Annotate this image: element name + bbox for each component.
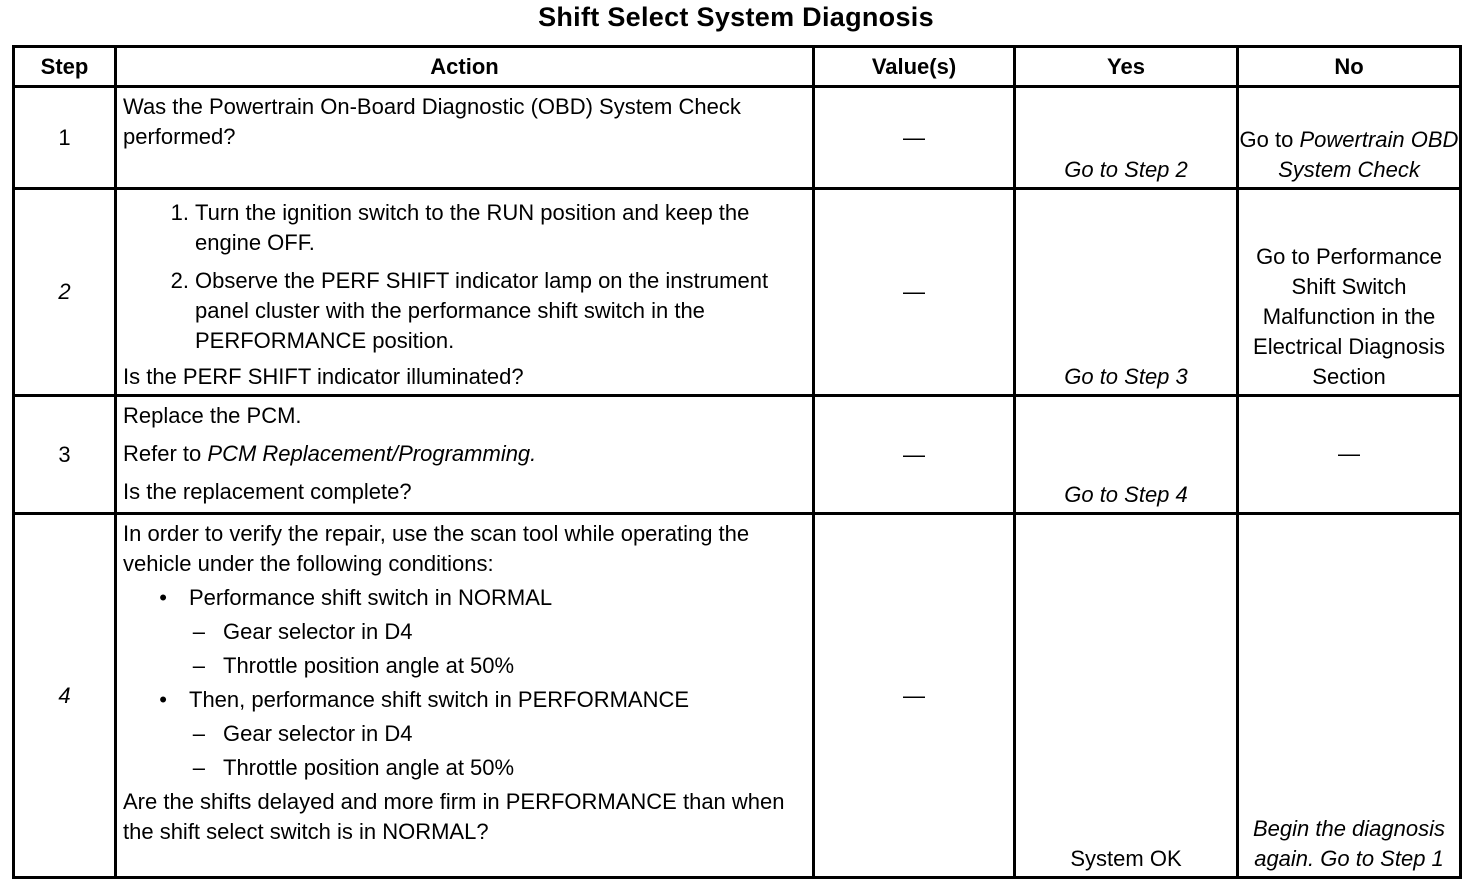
- table-row: [14, 396, 1461, 514]
- action-question: Are the shifts delayed and more firm in PERFORMANCE than when the shift select switch is in NORMAL?: [123, 789, 785, 844]
- action-cell: [116, 396, 814, 514]
- bullet-item: • Then, performance shift switch in PERFORMANCE: [123, 685, 806, 715]
- dash-icon: –: [192, 755, 205, 780]
- step-number: 1: [14, 87, 116, 189]
- value-cell: —: [814, 189, 1015, 396]
- bullet-item: • Performance shift switch in NORMAL: [123, 583, 806, 613]
- value-cell: —: [814, 396, 1015, 514]
- header-values: Value(s): [814, 47, 1015, 87]
- action-text: Replace the PCM.: [123, 403, 302, 428]
- diagnosis-table: [12, 45, 1462, 879]
- list-item: 2. Observe the PERF SHIFT indicator lamp on the instrument panel cluster with the performance shift switch in the PERFORMANCE position.: [170, 268, 769, 353]
- action-cell: [116, 514, 814, 878]
- header-yes: Yes: [1015, 47, 1238, 87]
- yes-cell: Go to Step 2: [1015, 87, 1238, 189]
- header-no: No: [1238, 47, 1461, 87]
- step-number: 2: [14, 189, 116, 396]
- header-row: [14, 47, 1461, 87]
- action-intro: In order to verify the repair, use the scan tool while operating the vehicle under the following conditions:: [123, 521, 750, 576]
- page-title: Shift Select System Diagnosis: [538, 2, 934, 32]
- table-row: [14, 189, 1461, 396]
- action-question: Is the replacement complete?: [123, 479, 412, 504]
- no-cell: Go to Performance Shift Switch Malfunction in the Electrical Diagnosis Section: [1238, 189, 1461, 396]
- yes-cell: Go to Step 3: [1015, 189, 1238, 396]
- sub-item: – Gear selector in D4: [123, 617, 806, 647]
- step-number: 3: [14, 396, 116, 514]
- header-action: Action: [116, 47, 814, 87]
- value-cell: —: [814, 87, 1015, 189]
- table-row: [14, 87, 1461, 189]
- action-text: Was the Powertrain On-Board Diagnostic (OBD) System Check performed?: [123, 94, 741, 149]
- sub-item: – Throttle position angle at 50%: [123, 753, 806, 783]
- action-cell: [116, 87, 814, 189]
- yes-cell: Go to Step 4: [1015, 396, 1238, 514]
- dash-icon: –: [192, 721, 205, 746]
- header-step: Step: [14, 47, 116, 87]
- numbered-list: [123, 198, 806, 356]
- step-number: 4: [14, 514, 116, 878]
- yes-cell: System OK: [1015, 514, 1238, 878]
- bullet-icon: •: [159, 687, 167, 712]
- action-reference: Refer to PCM Replacement/Programming.: [123, 441, 537, 466]
- list-item: 1. Turn the ignition switch to the RUN position and keep the engine OFF.: [170, 200, 750, 255]
- no-reference: Powertrain OBD System Check: [1278, 127, 1459, 182]
- sub-item: – Gear selector in D4: [123, 719, 806, 749]
- table-row: [14, 514, 1461, 878]
- action-cell: [116, 189, 814, 396]
- dash-icon: –: [192, 653, 205, 678]
- value-cell: —: [814, 514, 1015, 878]
- bullet-icon: •: [159, 585, 167, 610]
- no-prefix: Go to: [1239, 127, 1294, 152]
- no-cell: [1238, 87, 1461, 189]
- no-cell: —: [1238, 396, 1461, 514]
- sub-item: – Throttle position angle at 50%: [123, 651, 806, 681]
- dash-icon: –: [192, 619, 205, 644]
- action-question: Is the PERF SHIFT indicator illuminated?: [123, 364, 524, 389]
- no-cell: Begin the diagnosis again. Go to Step 1: [1238, 514, 1461, 878]
